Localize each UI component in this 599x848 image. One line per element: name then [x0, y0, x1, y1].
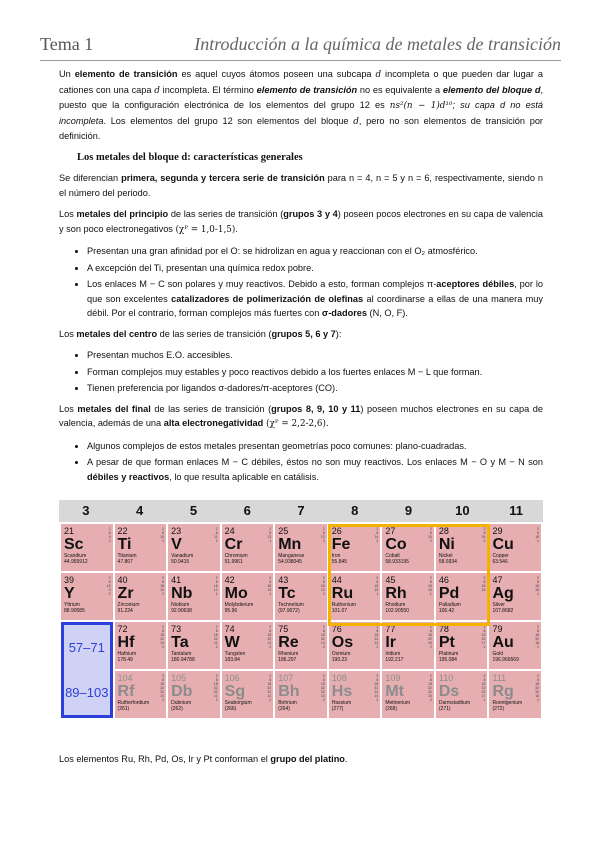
lanthanide-actinide-block	[61, 622, 113, 718]
element-name: Bohrium	[278, 700, 297, 706]
atomic-mass: 92.90638	[171, 608, 192, 614]
atomic-number: 108	[331, 673, 347, 683]
group-number: 7	[297, 503, 305, 518]
atomic-number: 21	[64, 526, 75, 536]
atomic-number: 47	[492, 575, 503, 585]
element-cell-ag	[489, 573, 541, 620]
atomic-number: 73	[171, 624, 182, 634]
atomic-mass: 101.07	[331, 608, 348, 614]
element-symbol: Re	[278, 634, 299, 651]
element-symbol: Ni	[438, 536, 455, 553]
atomic-number: 74	[224, 624, 235, 634]
footer-note: Los elementos Ru, Rh, Pd, Os, Ir y Pt conforman el grupo del platino.	[59, 754, 348, 764]
element-symbol: Sc	[64, 536, 84, 553]
element-cell-db	[168, 671, 220, 718]
atomic-number: 25	[278, 526, 289, 536]
element-name: Technetium	[278, 602, 304, 608]
element-cell-zr	[115, 573, 167, 620]
electron-shells: 2 8 18 9 2	[106, 576, 111, 596]
atomic-number: 23	[171, 526, 182, 536]
atomic-mass: 47.867	[117, 559, 133, 565]
atomic-mass: (272)	[492, 706, 505, 712]
element-cell-v	[168, 524, 220, 571]
atomic-mass: 63.546	[492, 559, 508, 565]
atomic-mass: 178.49	[117, 657, 133, 663]
element-cell-ni	[436, 524, 488, 571]
element-cell-nb	[168, 573, 220, 620]
element-symbol: Ag	[492, 585, 514, 602]
list-item: • Los enlaces M − C son polares y muy reactivos. Debido a esto, forman complejos π-aceptores débiles, por lo que son excelentes catalizadores de polimerización de olefinas al coordinarse a ellas de una manera muy débil. Por el contrario, forman complejos más fuertes con σ-dadores (N, O, F).	[87, 277, 543, 321]
element-symbol: Co	[385, 536, 407, 553]
element-cell-cu	[489, 524, 541, 571]
electron-shells: 2 8 18 32 32 10 2	[160, 674, 165, 702]
atomic-number: 77	[385, 624, 396, 634]
atomic-number: 26	[331, 526, 342, 536]
element-cell-co	[382, 524, 434, 571]
atomic-number: 78	[438, 624, 449, 634]
electron-shells: 2 8 18 32 32 12 2	[267, 674, 272, 702]
atomic-mass: 195.084	[438, 657, 457, 663]
atomic-number: 41	[171, 575, 182, 585]
atomic-mass: 192.217	[385, 657, 404, 663]
electron-shells: 2 8 9 2	[108, 527, 111, 543]
element-grid	[59, 522, 543, 720]
element-name: Dubnium	[171, 700, 192, 706]
atomic-mass: 183.84	[224, 657, 240, 663]
element-name: Iridium	[385, 651, 401, 657]
electron-shells: 2 8 13 2	[320, 527, 325, 543]
atomic-mass: 54.938045	[278, 559, 302, 565]
element-name: Darmstadtium	[438, 700, 470, 706]
element-name: Tantalum	[171, 651, 192, 657]
electron-shells: 2 8 18 16 1	[427, 576, 432, 596]
section-heading: Los metales del bloque d: características generales	[77, 151, 303, 163]
atomic-mass: (277)	[331, 706, 344, 712]
group-header-row	[59, 500, 543, 522]
atomic-number: 28	[438, 526, 449, 536]
element-name: Rutherfordium	[117, 700, 150, 706]
atomic-number: 106	[224, 673, 240, 683]
atomic-mass: (271)	[438, 706, 451, 712]
atomic-number: 109	[385, 673, 401, 683]
electron-shells: 2 8 18 32 11 2	[213, 625, 218, 649]
element-cell-sc	[61, 524, 113, 571]
middle-group-list	[59, 348, 543, 396]
element-cell-pd	[436, 573, 488, 620]
middle-group-paragraph: Los metales del centro de las series de transición (grupos 5, 6 y 7):	[59, 328, 342, 339]
electron-shells: 2 8 18 32 10 2	[160, 625, 165, 649]
atomic-number: 40	[117, 575, 128, 585]
element-name: Yttrium	[64, 602, 80, 608]
atomic-mass: (268)	[385, 706, 398, 712]
atomic-mass: 186.207	[278, 657, 297, 663]
group-number: 8	[351, 503, 359, 518]
electron-shells: 2 8 13 1	[267, 527, 272, 543]
element-name: Rhenium	[278, 651, 299, 657]
atomic-mass: (261)	[117, 706, 130, 712]
element-symbol: Ru	[331, 585, 354, 602]
group-number: 11	[509, 503, 523, 518]
element-cell-ds	[436, 671, 488, 718]
element-symbol: Rg	[492, 683, 514, 700]
atomic-number: 110	[438, 673, 454, 683]
element-name: Hassium	[331, 700, 352, 706]
element-symbol: Y	[64, 585, 75, 602]
atomic-mass: 91.224	[117, 608, 133, 614]
atomic-number: 105	[171, 673, 187, 683]
electron-shells: 2 8 18 13 1	[267, 576, 272, 596]
element-symbol: Bh	[278, 683, 300, 700]
element-symbol: Ds	[438, 683, 460, 700]
atomic-mass: (97.9072)	[278, 608, 300, 614]
atomic-mass: (266)	[224, 706, 237, 712]
end-group-paragraph: Los metales del final de las series de transición (grupos 8, 9, 10 y 11) poseen muchos electrones en su capa de valencia, además de una alta electronegatividad (χᴾ = 2,2-2,6).	[59, 403, 543, 429]
list-item: • A excepción del Ti, presentan una química redox pobre.	[87, 261, 543, 276]
group-number: 10	[455, 503, 470, 518]
page-header	[40, 34, 561, 60]
atomic-number: 27	[385, 526, 396, 536]
element-name: Ruthenium	[331, 602, 356, 608]
electron-shells: 2 8 18 32 18 1	[535, 625, 539, 649]
element-symbol: Ir	[385, 634, 396, 651]
atomic-mass: 51.9961	[224, 559, 243, 565]
element-cell-rg	[489, 671, 541, 718]
list-item: • A pesar de que forman enlaces M − C débiles, éstos no son muy reactivos. Los enlaces M − O y M − N son débiles y reactivos, lo que resulta aplicable en catálisis.	[87, 455, 543, 484]
element-symbol: V	[171, 536, 182, 553]
atomic-number: 39	[64, 575, 75, 585]
element-name: Manganese	[278, 553, 305, 559]
element-cell-ta	[168, 622, 220, 669]
electron-shells: 2 8 11 2	[214, 527, 218, 543]
list-item: • Presentan muchos E.O. accesibles.	[87, 348, 543, 363]
electron-shells: 2 8 18 32 17 1	[481, 625, 486, 649]
element-name: Meitnerium	[385, 700, 411, 706]
chapter-title: Introducción a la química de metales de transición	[194, 34, 561, 54]
electron-shells: 2 8 18 32 32 14 2	[374, 674, 379, 702]
atomic-number: 79	[492, 624, 503, 634]
element-cell-pt	[436, 622, 488, 669]
atomic-number: 22	[117, 526, 128, 536]
group-number: 6	[243, 503, 251, 518]
atomic-mass: 58.6934	[438, 559, 457, 565]
element-symbol: Mn	[278, 536, 302, 553]
element-cell-y	[61, 573, 113, 620]
atomic-mass: 107.8682	[492, 608, 514, 614]
element-symbol: Nb	[171, 585, 193, 602]
element-name: Molybdenum	[224, 602, 254, 608]
element-cell-rf	[115, 671, 167, 718]
element-name: Osmium	[331, 651, 351, 657]
atomic-number: 29	[492, 526, 503, 536]
electron-shells: 2 8 18 32 32 17 1	[481, 674, 486, 702]
atomic-mass: 106.42	[438, 608, 455, 614]
element-cell-bh	[275, 671, 327, 718]
element-name: Seaborgium	[224, 700, 252, 706]
electron-shells: 2 8 18 13 2	[320, 576, 325, 596]
actinide-range: 89–103	[65, 685, 109, 700]
lanthanide-range: 57–71	[68, 640, 105, 655]
element-name: Gold	[492, 651, 503, 657]
atomic-mass: 44.955912	[64, 559, 88, 565]
element-cell-re	[275, 622, 327, 669]
element-cell-os	[329, 622, 381, 669]
list-item: • Forman complejos muy estables y poco reactivos debido a los fuertes enlaces M − L que forman.	[87, 365, 543, 380]
element-name: Silver	[492, 602, 505, 608]
element-symbol: Db	[171, 683, 193, 700]
electron-shells: 2 8 18 32 32 11 2	[213, 674, 218, 702]
electron-shells: 2 8 18 18	[481, 576, 486, 592]
electron-shells: 2 8 18 1	[535, 527, 539, 543]
atomic-number: 111	[492, 673, 507, 683]
atomic-mass: 95.96	[224, 608, 238, 614]
group-number: 3	[82, 503, 90, 518]
element-cell-ru	[329, 573, 381, 620]
element-cell-hf	[115, 622, 167, 669]
element-symbol: Au	[492, 634, 514, 651]
start-group-list	[59, 244, 543, 321]
atomic-number: 104	[117, 673, 133, 683]
atomic-mass: 180.94788	[171, 657, 195, 663]
atomic-number: 44	[331, 575, 342, 585]
element-name: Rhodium	[385, 602, 406, 608]
element-symbol: Ta	[171, 634, 189, 651]
periodic-table-figure	[59, 500, 543, 720]
element-name: Hafnium	[117, 651, 137, 657]
element-symbol: Fe	[331, 536, 351, 553]
element-name: Tungsten	[224, 651, 246, 657]
electron-shells: 2 8 18 15 1	[374, 576, 379, 596]
atomic-number: 107	[278, 673, 294, 683]
electron-shells: 2 8 15 2	[427, 527, 432, 543]
atomic-number: 45	[385, 575, 396, 585]
electron-shells: 2 8 18 10 2	[160, 576, 165, 596]
element-cell-ir	[382, 622, 434, 669]
element-cell-mt	[382, 671, 434, 718]
electron-shells: 2 8 18 12 1	[213, 576, 218, 596]
element-symbol: Cr	[224, 536, 243, 553]
element-symbol: Rf	[117, 683, 135, 700]
element-cell-ti	[115, 524, 167, 571]
element-name: Vanadium	[171, 553, 194, 559]
atomic-mass: (262)	[171, 706, 183, 712]
atomic-mass: 88.90585	[64, 608, 85, 614]
electron-shells: 2 8 18 32 12 2	[267, 625, 272, 649]
element-name: Iron	[331, 553, 341, 559]
element-name: Nickel	[438, 553, 453, 559]
element-symbol: Hs	[331, 683, 353, 700]
element-name: Platinum	[438, 651, 459, 657]
element-cell-tc	[275, 573, 327, 620]
element-symbol: Pt	[438, 634, 455, 651]
atomic-mass: 102.90550	[385, 608, 409, 614]
atomic-mass: (264)	[278, 706, 290, 712]
atomic-number: 46	[438, 575, 449, 585]
header-rule	[40, 60, 561, 61]
element-cell-mo	[222, 573, 274, 620]
element-name: Chromium	[224, 553, 248, 559]
electron-shells: 2 8 18 32 13 2	[320, 625, 325, 649]
element-cell-rh	[382, 573, 434, 620]
element-symbol: Mt	[385, 683, 404, 700]
list-item: • Tienen preferencia por ligandos σ-dadores/π-aceptores (CO).	[87, 381, 543, 396]
electron-shells: 2 8 18 32 32 15 2	[427, 674, 432, 702]
atomic-number: 24	[224, 526, 235, 536]
element-name: Titanium	[117, 553, 137, 559]
element-symbol: Pd	[438, 585, 460, 602]
page-body	[59, 67, 543, 490]
atomic-mass: 55.845	[331, 559, 348, 565]
atomic-number: 75	[278, 624, 289, 634]
element-name: Niobium	[171, 602, 190, 608]
atomic-number: 42	[224, 575, 235, 585]
list-item: • Presentan una gran afinidad por el O: se hidrolizan en agua y reaccionan con el O₂ atmosférico.	[87, 244, 543, 259]
atomic-number: 72	[117, 624, 128, 634]
atomic-mass: 196.966569	[492, 657, 519, 663]
electron-shells: 2 8 18 32 32 18 1	[535, 674, 539, 702]
element-name: Roentgenium	[492, 700, 523, 706]
atomic-mass: 190.23	[331, 657, 348, 663]
electron-shells: 2 8 18 32 32 13 2	[320, 674, 325, 702]
element-symbol: Sg	[224, 683, 246, 700]
element-symbol: Rh	[385, 585, 407, 602]
element-symbol: Cu	[492, 536, 514, 553]
element-cell-sg	[222, 671, 274, 718]
electron-shells: 2 8 16 2	[481, 527, 486, 543]
element-cell-hs	[329, 671, 381, 718]
element-name: Zirconium	[117, 602, 140, 608]
element-cell-w	[222, 622, 274, 669]
electron-shells: 2 8 18 32 14 2	[374, 625, 379, 649]
element-symbol: Zr	[117, 585, 134, 602]
element-cell-cr	[222, 524, 274, 571]
intro-paragraph: Un elemento de transición es aquel cuyos átomos poseen una subcapa d incompleta o que pueden dar lugar a cationes con una capa d incompleta. El término elemento de transición no es equivalente a elemento del bloque d, puesto que la configuración electrónica de los elementos del grupo 12 es ns²(n − 1)d¹⁰; su capa d no está incompleta. Los elementos del grupo 12 son elementos del bloque d, pero no son elementos de transición por definición.	[59, 69, 544, 141]
electron-shells: 2 8 14 2	[374, 527, 379, 543]
atomic-mass: 58.933195	[385, 559, 409, 565]
electron-shells: 2 8 10 2	[160, 527, 165, 543]
group-number: 5	[189, 503, 198, 518]
element-symbol: Mo	[224, 585, 248, 602]
element-symbol: Tc	[278, 585, 296, 602]
chapter-label: Tema 1	[40, 34, 94, 54]
group-number: 9	[404, 503, 413, 518]
series-paragraph: Se diferencian primera, segunda y tercera serie de transición para n = 4, n = 5 y n = 6, respectivamente, siendo n el número del periodo.	[59, 173, 543, 198]
element-name: Copper	[492, 553, 509, 559]
element-name: Cobalt	[385, 553, 400, 559]
element-cell-fe	[329, 524, 381, 571]
element-name: Scandium	[64, 553, 87, 559]
group-number: 4	[136, 503, 144, 518]
atomic-mass: 50.9415	[171, 559, 190, 565]
start-group-paragraph: Los metales del principio de las series de transición (grupos 3 y 4) poseen pocos electrones en su capa de valencia y son poco electronegativos (χᴾ = 1,0-1,5).	[59, 209, 543, 235]
atomic-number: 76	[331, 624, 342, 634]
element-symbol: W	[224, 634, 240, 651]
element-symbol: Os	[331, 634, 354, 651]
element-name: Palladium	[438, 602, 461, 608]
electron-shells: 2 8 18 18 1	[535, 576, 539, 596]
element-symbol: Hf	[117, 634, 135, 651]
element-cell-au	[489, 622, 541, 669]
element-cell-mn	[275, 524, 327, 571]
element-symbol: Ti	[117, 536, 132, 553]
end-group-list	[59, 439, 543, 485]
list-item: • Algunos complejos de estos metales presentan geometrías poco comunes: plano-cuadradas.	[87, 439, 543, 454]
atomic-number: 43	[278, 575, 289, 585]
electron-shells: 2 8 18 32 15 2	[427, 625, 432, 649]
